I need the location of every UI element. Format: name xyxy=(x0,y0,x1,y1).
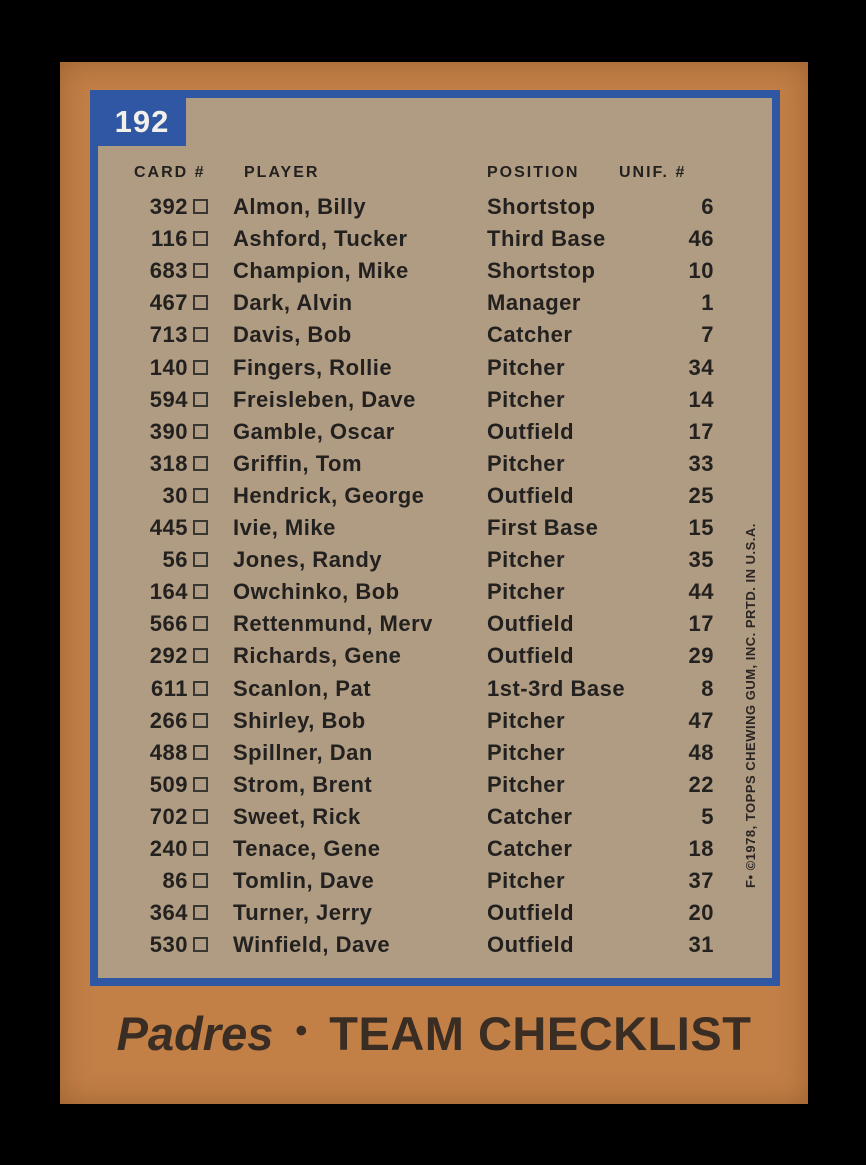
player-position: 1st-3rd Base xyxy=(487,675,626,701)
checklist-row xyxy=(98,387,772,417)
header-uniform-number: UNIF. # xyxy=(619,164,687,181)
player-name: Griffin, Tom xyxy=(233,450,363,476)
card-number: 390 xyxy=(149,418,188,444)
uniform-number: 18 xyxy=(688,836,714,861)
card-number-badge: 192 xyxy=(98,98,186,146)
column-header-row xyxy=(98,164,772,190)
player-position: Outfield xyxy=(487,932,575,958)
checklist-row xyxy=(98,515,772,545)
player-position: Catcher xyxy=(487,836,573,861)
uniform-number: 34 xyxy=(688,354,714,380)
card-number: 364 xyxy=(149,900,188,926)
checkbox[interactable] xyxy=(193,873,208,888)
card-number: 594 xyxy=(149,386,188,412)
card-number: 266 xyxy=(149,707,188,733)
checklist-row xyxy=(98,611,772,641)
card-number: 713 xyxy=(149,322,188,348)
checklist-row xyxy=(98,419,772,449)
copyright-text: F• ©1978, TOPPS CHEWING GUM, INC. PRTD. IN U.S.A. xyxy=(743,523,758,888)
player-name: Winfield, Dave xyxy=(233,932,391,958)
checklist-row xyxy=(98,708,772,738)
uniform-number: 10 xyxy=(688,258,714,284)
checkbox[interactable] xyxy=(193,456,208,471)
player-name: Davis, Bob xyxy=(233,322,352,348)
player-position: Pitcher xyxy=(487,707,566,733)
checkbox[interactable] xyxy=(193,424,208,439)
uniform-number: 46 xyxy=(688,226,714,252)
player-position: Shortstop xyxy=(487,194,596,219)
uniform-number: 31 xyxy=(688,932,714,958)
player-name: Owchinko, Bob xyxy=(233,579,400,605)
uniform-number: 22 xyxy=(688,771,714,797)
card-number: 292 xyxy=(149,643,188,669)
player-position: Outfield xyxy=(487,482,575,508)
player-name: Ivie, Mike xyxy=(233,515,336,540)
checklist-card xyxy=(60,62,808,1104)
player-name: Scanlon, Pat xyxy=(233,675,372,701)
player-name: Fingers, Rollie xyxy=(233,354,393,380)
card-number: 702 xyxy=(149,803,188,829)
header-card-number: CARD # xyxy=(134,164,206,181)
player-position: Pitcher xyxy=(487,386,566,412)
player-name: Turner, Jerry xyxy=(233,900,373,926)
checklist-row xyxy=(98,579,772,609)
player-name: Tenace, Gene xyxy=(233,836,381,861)
checklist-row xyxy=(98,322,772,352)
player-position: Outfield xyxy=(487,643,575,669)
player-position: Shortstop xyxy=(487,258,596,284)
card-number: 318 xyxy=(149,450,188,476)
card-number: 30 xyxy=(162,482,188,508)
card-number: 164 xyxy=(149,579,188,605)
checkbox[interactable] xyxy=(193,648,208,663)
checkbox[interactable] xyxy=(193,713,208,728)
checklist-title: TEAM CHECKLIST xyxy=(329,1007,752,1060)
checkbox[interactable] xyxy=(193,584,208,599)
checklist-row xyxy=(98,355,772,385)
checklist-row xyxy=(98,804,772,834)
card-number: 611 xyxy=(151,675,188,701)
card-number: 392 xyxy=(149,194,188,219)
card-number: 56 xyxy=(162,547,188,573)
uniform-number: 7 xyxy=(701,322,714,348)
checklist-row xyxy=(98,643,772,673)
player-position: Manager xyxy=(487,290,581,316)
team-name: Padres xyxy=(116,1007,274,1060)
checklist-row xyxy=(98,226,772,256)
header-position: POSITION xyxy=(487,164,580,181)
checklist-row xyxy=(98,547,772,577)
player-position: Outfield xyxy=(487,900,575,926)
checkbox[interactable] xyxy=(193,199,208,214)
card-number: 467 xyxy=(149,290,188,316)
checklist-panel xyxy=(90,90,780,986)
player-position: Third Base xyxy=(487,226,606,252)
checkbox[interactable] xyxy=(193,809,208,824)
uniform-number: 29 xyxy=(688,643,714,669)
player-position: First Base xyxy=(487,515,599,540)
header-player: PLAYER xyxy=(244,164,320,181)
card-number: 86 xyxy=(162,868,188,894)
uniform-number: 48 xyxy=(688,739,714,765)
checkbox[interactable] xyxy=(193,520,208,535)
uniform-number: 20 xyxy=(688,900,714,926)
uniform-number: 47 xyxy=(688,707,714,733)
checkbox[interactable] xyxy=(193,745,208,760)
uniform-number: 6 xyxy=(701,194,714,219)
uniform-number: 44 xyxy=(688,579,714,605)
checklist-row xyxy=(98,194,772,224)
checkbox[interactable] xyxy=(193,295,208,310)
checkbox[interactable] xyxy=(193,360,208,375)
checkbox[interactable] xyxy=(193,263,208,278)
checklist-row xyxy=(98,900,772,930)
checklist-row xyxy=(98,676,772,706)
player-name: Dark, Alvin xyxy=(233,290,353,316)
card-number: 140 xyxy=(149,354,188,380)
player-name: Tomlin, Dave xyxy=(233,868,375,894)
player-name: Spillner, Dan xyxy=(233,739,373,765)
card-number: 509 xyxy=(149,771,188,797)
player-position: Catcher xyxy=(487,803,573,829)
checklist-row xyxy=(98,836,772,866)
checkbox[interactable] xyxy=(193,905,208,920)
player-name: Hendrick, George xyxy=(233,482,425,508)
player-position: Pitcher xyxy=(487,739,566,765)
checklist-row xyxy=(98,772,772,802)
player-position: Pitcher xyxy=(487,771,566,797)
uniform-number: 5 xyxy=(701,803,714,829)
player-name: Ashford, Tucker xyxy=(233,226,408,252)
player-position: Pitcher xyxy=(487,547,566,573)
uniform-number: 33 xyxy=(688,450,714,476)
uniform-number: 37 xyxy=(688,868,714,894)
checkbox[interactable] xyxy=(193,777,208,792)
checkbox[interactable] xyxy=(193,937,208,952)
uniform-number: 14 xyxy=(688,386,714,412)
checkbox[interactable] xyxy=(193,681,208,696)
player-name: Freisleben, Dave xyxy=(233,386,416,412)
checklist-row xyxy=(98,483,772,513)
player-position: Outfield xyxy=(487,418,575,444)
checkbox[interactable] xyxy=(193,231,208,246)
footer-title xyxy=(60,1006,808,1062)
card-number: 530 xyxy=(149,932,188,958)
card-number: 445 xyxy=(149,515,188,540)
player-position: Pitcher xyxy=(487,450,566,476)
player-name: Almon, Billy xyxy=(233,194,367,219)
player-name: Shirley, Bob xyxy=(233,707,366,733)
checkbox[interactable] xyxy=(193,616,208,631)
player-position: Pitcher xyxy=(487,354,566,380)
player-name: Jones, Randy xyxy=(233,547,383,573)
player-name: Champion, Mike xyxy=(233,258,409,284)
checkbox[interactable] xyxy=(193,392,208,407)
player-name: Sweet, Rick xyxy=(233,803,361,829)
uniform-number: 17 xyxy=(688,611,714,637)
player-name: Strom, Brent xyxy=(233,771,373,797)
checkbox[interactable] xyxy=(193,327,208,342)
card-number: 240 xyxy=(149,836,188,861)
checkbox[interactable] xyxy=(193,488,208,503)
player-position: Catcher xyxy=(487,322,573,348)
card-number: 683 xyxy=(149,258,188,284)
card-number: 566 xyxy=(149,611,188,637)
uniform-number: 15 xyxy=(688,515,714,540)
checklist-row xyxy=(98,290,772,320)
uniform-number: 1 xyxy=(701,290,714,316)
checkbox[interactable] xyxy=(193,841,208,856)
checkbox[interactable] xyxy=(193,552,208,567)
uniform-number: 25 xyxy=(688,482,714,508)
player-position: Pitcher xyxy=(487,868,566,894)
checklist-row xyxy=(98,868,772,898)
checklist-row xyxy=(98,258,772,288)
uniform-number: 8 xyxy=(701,675,714,701)
checklist-row xyxy=(98,451,772,481)
checklist-row xyxy=(98,740,772,770)
player-position: Pitcher xyxy=(487,579,566,605)
card-number: 488 xyxy=(149,739,188,765)
player-name: Gamble, Oscar xyxy=(233,418,395,444)
bullet-separator: • xyxy=(295,1012,308,1050)
player-position: Outfield xyxy=(487,611,575,637)
player-name: Rettenmund, Merv xyxy=(233,611,433,637)
player-name: Richards, Gene xyxy=(233,643,402,669)
uniform-number: 35 xyxy=(688,547,714,573)
uniform-number: 17 xyxy=(688,418,714,444)
checklist-row xyxy=(98,932,772,962)
card-number: 116 xyxy=(151,226,188,252)
